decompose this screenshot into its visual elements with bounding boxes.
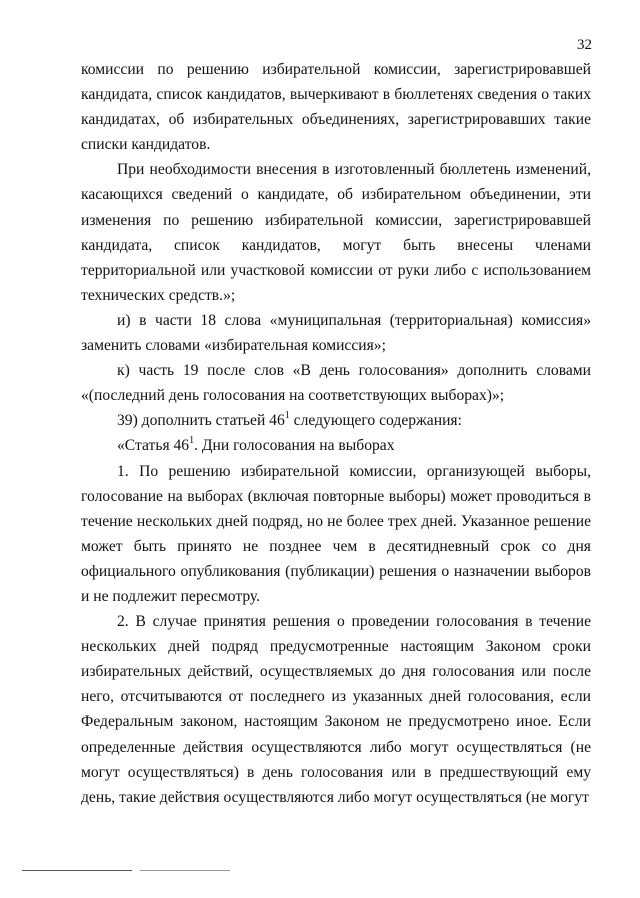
paragraph-item-k: к) часть 19 после слов «В день голосования» дополнить словами «(последний день голосования на соответствующих выборах)»; bbox=[81, 362, 591, 405]
paragraph-continuation: комиссии по решению избирательной комиссии, зарегистрировавшей кандидата, список кандидатов, вычеркивают в бюллетенях сведения о таких кандидатах, об избирательных объединениях, зарегистрировавших такие списки кандидатов. bbox=[81, 61, 591, 154]
paragraph-item-39 bbox=[81, 408, 591, 433]
article-heading-superscript: 1 bbox=[189, 435, 195, 447]
paragraph-clause-1: 1. По решению избирательной комиссии, организующей выборы, голосование на выборах (включая повторные выборы) может проводиться в течение нескольких дней подряд, но не более трех дней. Указанное решение может быть принято не позднее чем в десятидневный срок со дня официального опубликования (публикации) решения о назначении выборов и не подлежит пересмотру. bbox=[81, 462, 591, 605]
article-heading bbox=[81, 433, 591, 458]
item-39-text: 39) дополнить статьей 46 bbox=[117, 412, 285, 430]
document-body bbox=[81, 57, 591, 810]
paragraph-item-i: и) в части 18 слова «муниципальная (территориальная) комиссия» заменить словами «избирательная комиссия»; bbox=[81, 311, 591, 355]
article-heading-text: «Статья 46 bbox=[117, 437, 190, 455]
footer-rule bbox=[22, 870, 132, 871]
paragraph-bulletin-changes: При необходимости внесения в изготовленный бюллетень изменений, касающихся сведений о кандидате, об избирательном объединении, эти изменения по решению избирательной комиссии, зарегистрировавшей кандидата, список кандидатов, могут быть внесены членами территориальной или участковой комиссии от руки либо с использованием технических средств.»; bbox=[81, 161, 591, 304]
item-39-superscript: 1 bbox=[284, 410, 290, 422]
footer-rule-faint bbox=[140, 870, 230, 871]
paragraph-clause-2: 2. В случае принятия решения о проведении голосования в течение нескольких дней подряд предусмотренные настоящим Законом сроки избирательных действий, осуществляемых до дня голосования или после него, отсчитываются от последнего из указанных дней голосования, если Федеральным законом, настоящим Законом не предусмотрено иное. Если определенные действия осуществляются либо могут осуществляться (не могут осуществляться) в день голосования или в предшествующий ему день, такие действия осуществляются либо могут осуществляться (не могут bbox=[81, 613, 591, 806]
item-39-text-end: следующего содержания: bbox=[289, 412, 462, 430]
page-number: 32 bbox=[577, 37, 592, 53]
article-heading-text-end: . Дни голосования на выборах bbox=[194, 437, 395, 455]
